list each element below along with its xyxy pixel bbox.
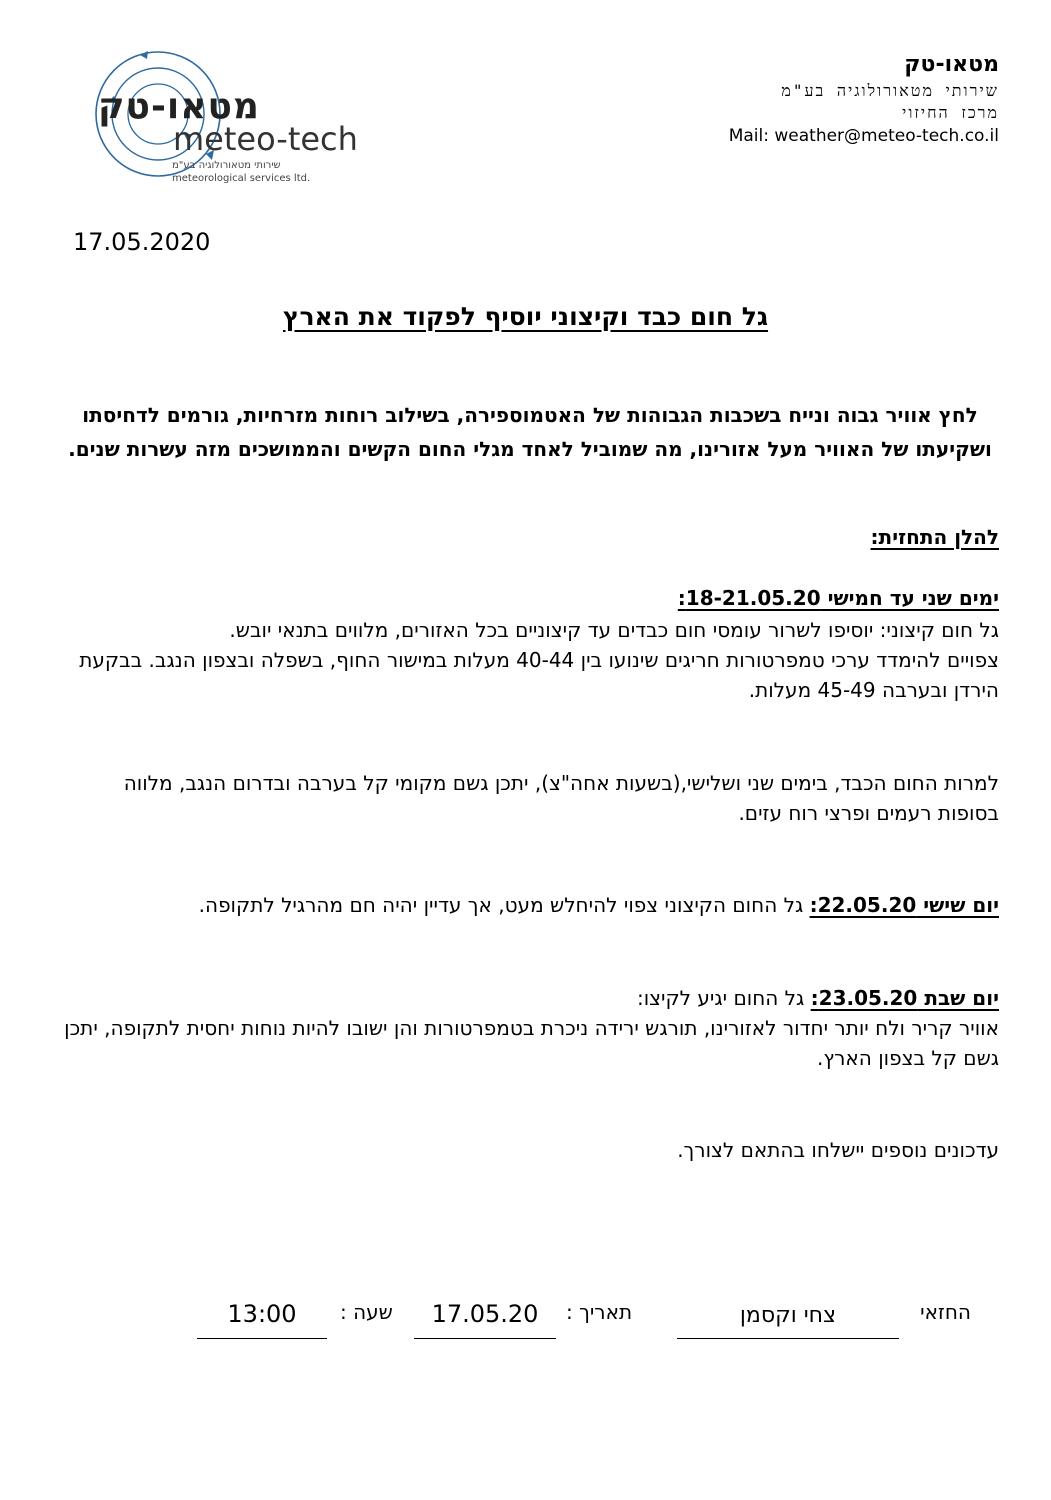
company-name: מטאו-טק bbox=[904, 52, 999, 77]
section2-title: יום שישי 22.05.20: bbox=[809, 893, 999, 917]
section1-body bbox=[59, 615, 999, 705]
company-header bbox=[659, 50, 999, 148]
section3-title-row bbox=[59, 983, 999, 1013]
time-value: 13:00 bbox=[227, 1300, 297, 1328]
section1-line2: צפויים להימדד ערכי טמפרטורות חריגים שינועו בין 40-44 מעלות במישור החוף, בשפלה ובצפון הנגב. בבקעת הירדן ובערבה 45-49 מעלות. bbox=[79, 648, 999, 702]
forecaster-name: צחי וקסמן bbox=[739, 1303, 837, 1328]
date-field bbox=[414, 1298, 556, 1339]
logo-subtitle-english: meteorological services ltd. bbox=[172, 173, 311, 184]
section3-title: יום שבת 23.05.20: bbox=[810, 986, 999, 1010]
section2-text: גל החום הקיצוני צפוי להיחלש מעט, אך עדיין יהיה חם מהרגיל לתקופה. bbox=[198, 893, 810, 917]
document-date: 17.05.2020 bbox=[73, 228, 211, 256]
headline-text: גל חום כבד וקיצוני יוסיף לפקוד את הארץ bbox=[282, 302, 769, 331]
logo-subtitle-hebrew: שירותי מטאורולוגיה בע"מ bbox=[172, 160, 281, 171]
headline bbox=[0, 302, 1051, 331]
section1-title: ימים שני עד חמישי 18-21.05.20: bbox=[677, 586, 999, 610]
time-label: שעה : bbox=[340, 1300, 393, 1324]
logo-hebrew-name: מטאו-טק bbox=[98, 86, 260, 127]
section1-line1: גל חום קיצוני: יוסיפו לשרור עומסי חום כבדים עד קיצוניים בכל האזורים, מלווים בתנאי יובש. bbox=[229, 618, 999, 642]
company-line-services: שירותי מטאורולוגיה בע"מ bbox=[781, 81, 999, 100]
company-line-center: מרכז החיזוי bbox=[902, 103, 999, 122]
forecaster-label: החזאי bbox=[920, 1300, 971, 1324]
date-value: 17.05.20 bbox=[431, 1300, 539, 1328]
logo-english-name: meteo-tech bbox=[173, 120, 358, 158]
time-field bbox=[197, 1298, 327, 1339]
forecast-heading: להלן התחזית: bbox=[870, 525, 999, 549]
company-mail[interactable]: Mail: weather@meteo-tech.co.il bbox=[728, 126, 999, 146]
section1-title-row bbox=[69, 583, 999, 613]
company-logo bbox=[88, 36, 388, 196]
intro-paragraph: לחץ אוויר גבוה ונייח בשכבות הגבוהות של האטמוספירה, בשילוב רוחות מזרחיות, גורמים לדחיסתו ושקיעתו של האוויר מעל אזורינו, מה שמוביל לאחד מגלי החום הקשים והממושכים מזה עשרות שנים. bbox=[68, 403, 992, 461]
section3 bbox=[59, 983, 999, 1073]
section3-lead: גל החום יגיע לקיצו: bbox=[636, 986, 811, 1010]
forecaster-field bbox=[677, 1298, 899, 1339]
closing-note: עדכונים נוספים יישלחו בהתאם לצורך. bbox=[677, 1138, 999, 1162]
section2 bbox=[99, 890, 999, 920]
section3-text: אוויר קריר ולח יותר יחדור לאזורינו, תורגש ירידה ניכרת בטמפרטורות והן ישובו להיות נוחות יחסית לתקופה, יתכן גשם קל בצפון הארץ. bbox=[64, 1016, 999, 1070]
date-label: תאריך : bbox=[566, 1300, 633, 1324]
section1-rain: למרות החום הכבד, בימים שני ושלישי,(בשעות אחה"צ), יתכן גשם מקומי קל בערבה ובדרום הנגב, מלווה בסופות רעמים ופרצי רוח עזים. bbox=[123, 771, 999, 825]
